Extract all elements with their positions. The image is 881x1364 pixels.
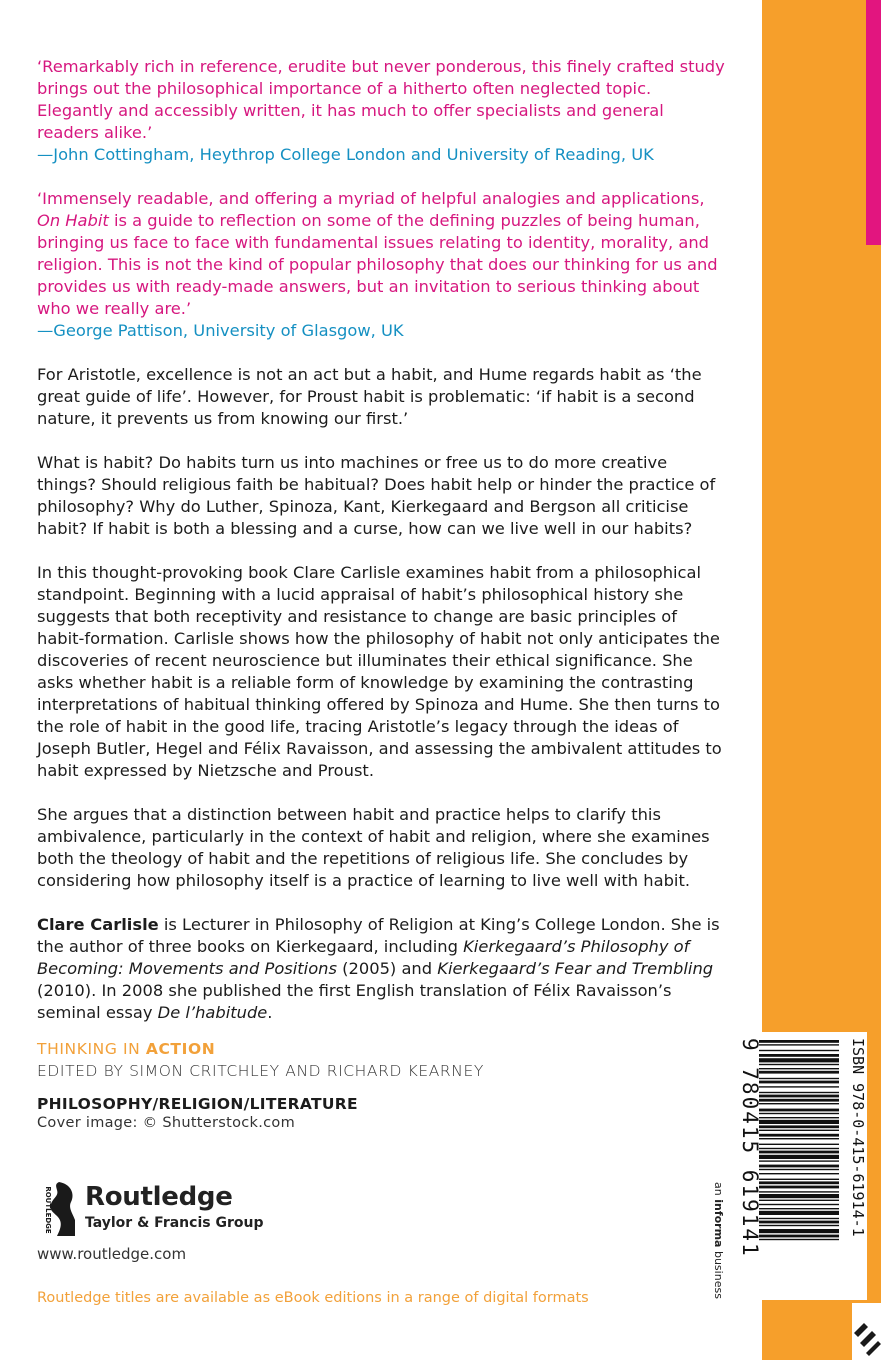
barcode-digits: 9 780415 619141 <box>738 1038 762 1258</box>
barcode-bar <box>759 1044 839 1045</box>
series-editors: EDITED BY SIMON CRITCHLEY AND RICHARD KEARNEY <box>37 1062 484 1080</box>
barcode-bar <box>759 1221 839 1224</box>
barcode-bar <box>759 1186 839 1189</box>
barcode-bar <box>759 1155 839 1159</box>
publisher-website[interactable]: www.routledge.com <box>37 1245 187 1263</box>
barcode-bar <box>759 1144 839 1145</box>
barcode-bar <box>759 1040 839 1043</box>
barcode-bar <box>759 1151 839 1154</box>
barcode-panel <box>727 1032 867 1300</box>
barcode-bar <box>759 1179 839 1180</box>
description-paragraph: For Aristotle, excellence is not an act but a habit, and Hume regards habit as ‘the great guide of life’. However, for Proust habit is problematic: ‘if habit is a second nature, it prevents us from knowing our first.’ <box>37 365 702 428</box>
cover-credit: Cover image: © Shutterstock.com <box>37 1115 296 1131</box>
barcode-bar <box>759 1099 839 1102</box>
barcode-bar <box>759 1229 839 1233</box>
quote-2: ‘Immensely readable, and offering a myriad of helpful analogies and applications, On Habit is a guide to reflection on some of the defining puzzles of being human, bringing us face to face with fundamental issues relating to identity, morality, and religion. This is not the kind of popular philosophy that does our thinking for us and provides us with ready-made answers, but an invitation to serious thinking about who we really are.’ <box>37 189 718 318</box>
barcode-bar <box>759 1208 839 1209</box>
isbn-barcode <box>727 1032 867 1300</box>
publisher-group: Taylor & Francis Group <box>85 1215 264 1231</box>
barcode-bar <box>759 1165 839 1168</box>
svg-text:an informa business: an informa business <box>712 1182 725 1299</box>
barcode-bar <box>759 1235 839 1238</box>
barcode-bar <box>759 1064 839 1065</box>
routledge-logo <box>37 1180 267 1240</box>
author-name: Clare Carlisle <box>37 915 159 934</box>
series-block <box>37 1038 727 1082</box>
barcode-bars <box>759 1040 839 1240</box>
barcode-bar <box>759 1054 839 1057</box>
isbn-text: ISBN 978-0-415-61914-1 <box>849 1038 867 1237</box>
series-title: THINKING IN ACTION <box>37 1040 216 1058</box>
corner-decoration <box>852 1303 881 1360</box>
barcode-bar <box>759 1181 839 1184</box>
barcode-bar <box>759 1204 839 1205</box>
ebook-note: Routledge titles are available as eBook editions in a range of digital formats <box>37 1290 589 1306</box>
barcode-bar <box>759 1050 839 1051</box>
barcode-bar <box>759 1194 839 1198</box>
quote-1-attribution: —John Cottingham, Heythrop College London and University of Reading, UK <box>37 145 654 164</box>
quote-1: ‘Remarkably rich in reference, erudite but never ponderous, this finely crafted study brings out the philosophical importance of a hitherto often neglected topic. Elegantly and accessibly written, it has much to offer specialists and general readers alike.’ <box>37 57 725 142</box>
barcode-bar <box>759 1058 839 1062</box>
barcode-bar <box>759 1160 839 1161</box>
barcode-bar <box>759 1218 839 1219</box>
publisher-name: Routledge <box>85 1182 233 1212</box>
barcode-bar <box>759 1125 839 1128</box>
barcode-bar <box>759 1109 839 1112</box>
barcode-bar <box>759 1225 839 1226</box>
routledge-mark-text: ROUTLEDGE <box>44 1186 52 1234</box>
barcode-bar <box>759 1148 839 1149</box>
barcode-bar <box>759 1239 839 1240</box>
quote-2-attribution: —George Pattison, University of Glasgow, UK <box>37 321 404 340</box>
description-paragraph: What is habit? Do habits turn us into machines or free us to do more creative things? Should religious faith be habitual? Does habit help or hinder the practice of philosophy? Why do Luther, Spinoza, Kant, Kierkegaard and Bergson all criticise habit? If habit is both a blessing and a curse, how can we live well in our habits? <box>37 453 716 538</box>
barcode-bar <box>759 1211 839 1215</box>
pink-accent-bar <box>866 0 881 245</box>
barcode-bar <box>759 1081 839 1084</box>
barcode-bar <box>759 1103 839 1104</box>
informa-business-label <box>712 1180 732 1300</box>
barcode-bar <box>759 1130 839 1131</box>
barcode-bar <box>759 1120 839 1124</box>
barcode-bar <box>759 1092 839 1093</box>
barcode-bar <box>759 1113 839 1114</box>
routledge-knight-icon <box>37 1180 77 1238</box>
book-title: On Habit <box>37 211 109 230</box>
barcode-bar <box>759 1173 839 1174</box>
barcode-bar <box>759 1078 839 1079</box>
description-paragraph: In this thought-provoking book Clare Carlisle examines habit from a philosophical standpoint. Beginning with a lucid appraisal of habit’s philosophical history she suggests that both receptivity and resistance to change are basic principles of habit-formation. Carlisle shows how the philosophy of habit not only anticipates the discoveries of recent neuroscience but illuminates their ethical significance. She asks whether habit is a reliable form of knowledge by examining the contrasting interpretations of habitual thinking offered by Spinoza and Hume. She then turns to the role of habit in the good life, tracing Aristotle’s legacy through the ideas of Joseph Butler, Hegel and Félix Ravaisson, and assessing the ambivalent attitudes to habit expressed by Nietzsche and Proust. <box>37 563 722 780</box>
barcode-bar <box>759 1191 839 1192</box>
barcode-bar <box>759 1169 839 1170</box>
barcode-bar <box>759 1086 839 1087</box>
barcode-bar <box>759 1200 839 1201</box>
barcode-bar <box>759 1071 839 1074</box>
description-paragraph: She argues that a distinction between habit and practice helps to clarify this ambivalence, particularly in the context of habit and religion, where she examines both the theology of habit and the repetitions of religious life. She concludes by considering how philosophy itself is a practice of learning to live well with habit. <box>37 805 710 890</box>
back-cover-text <box>37 56 727 1132</box>
barcode-bar <box>759 1138 839 1139</box>
barcode-bar <box>759 1095 839 1098</box>
barcode-bar <box>759 1068 839 1069</box>
author-bio: Clare Carlisle is Lecturer in Philosophy of Religion at King’s College London. She is the author of three books on Kierkegaard, including Kierkegaard’s Philosophy of Becoming: Movements and Positions (2005) and Kierkegaard’s Fear and Trembling (2010). In 2008 she published the first English translation of Félix Ravaisson’s seminal essay De l’habitude. <box>37 915 720 1022</box>
subject-category: PHILOSOPHY/RELIGION/LITERATURE <box>37 1095 358 1113</box>
barcode-bar <box>759 1117 839 1118</box>
barcode-bar <box>759 1134 839 1137</box>
